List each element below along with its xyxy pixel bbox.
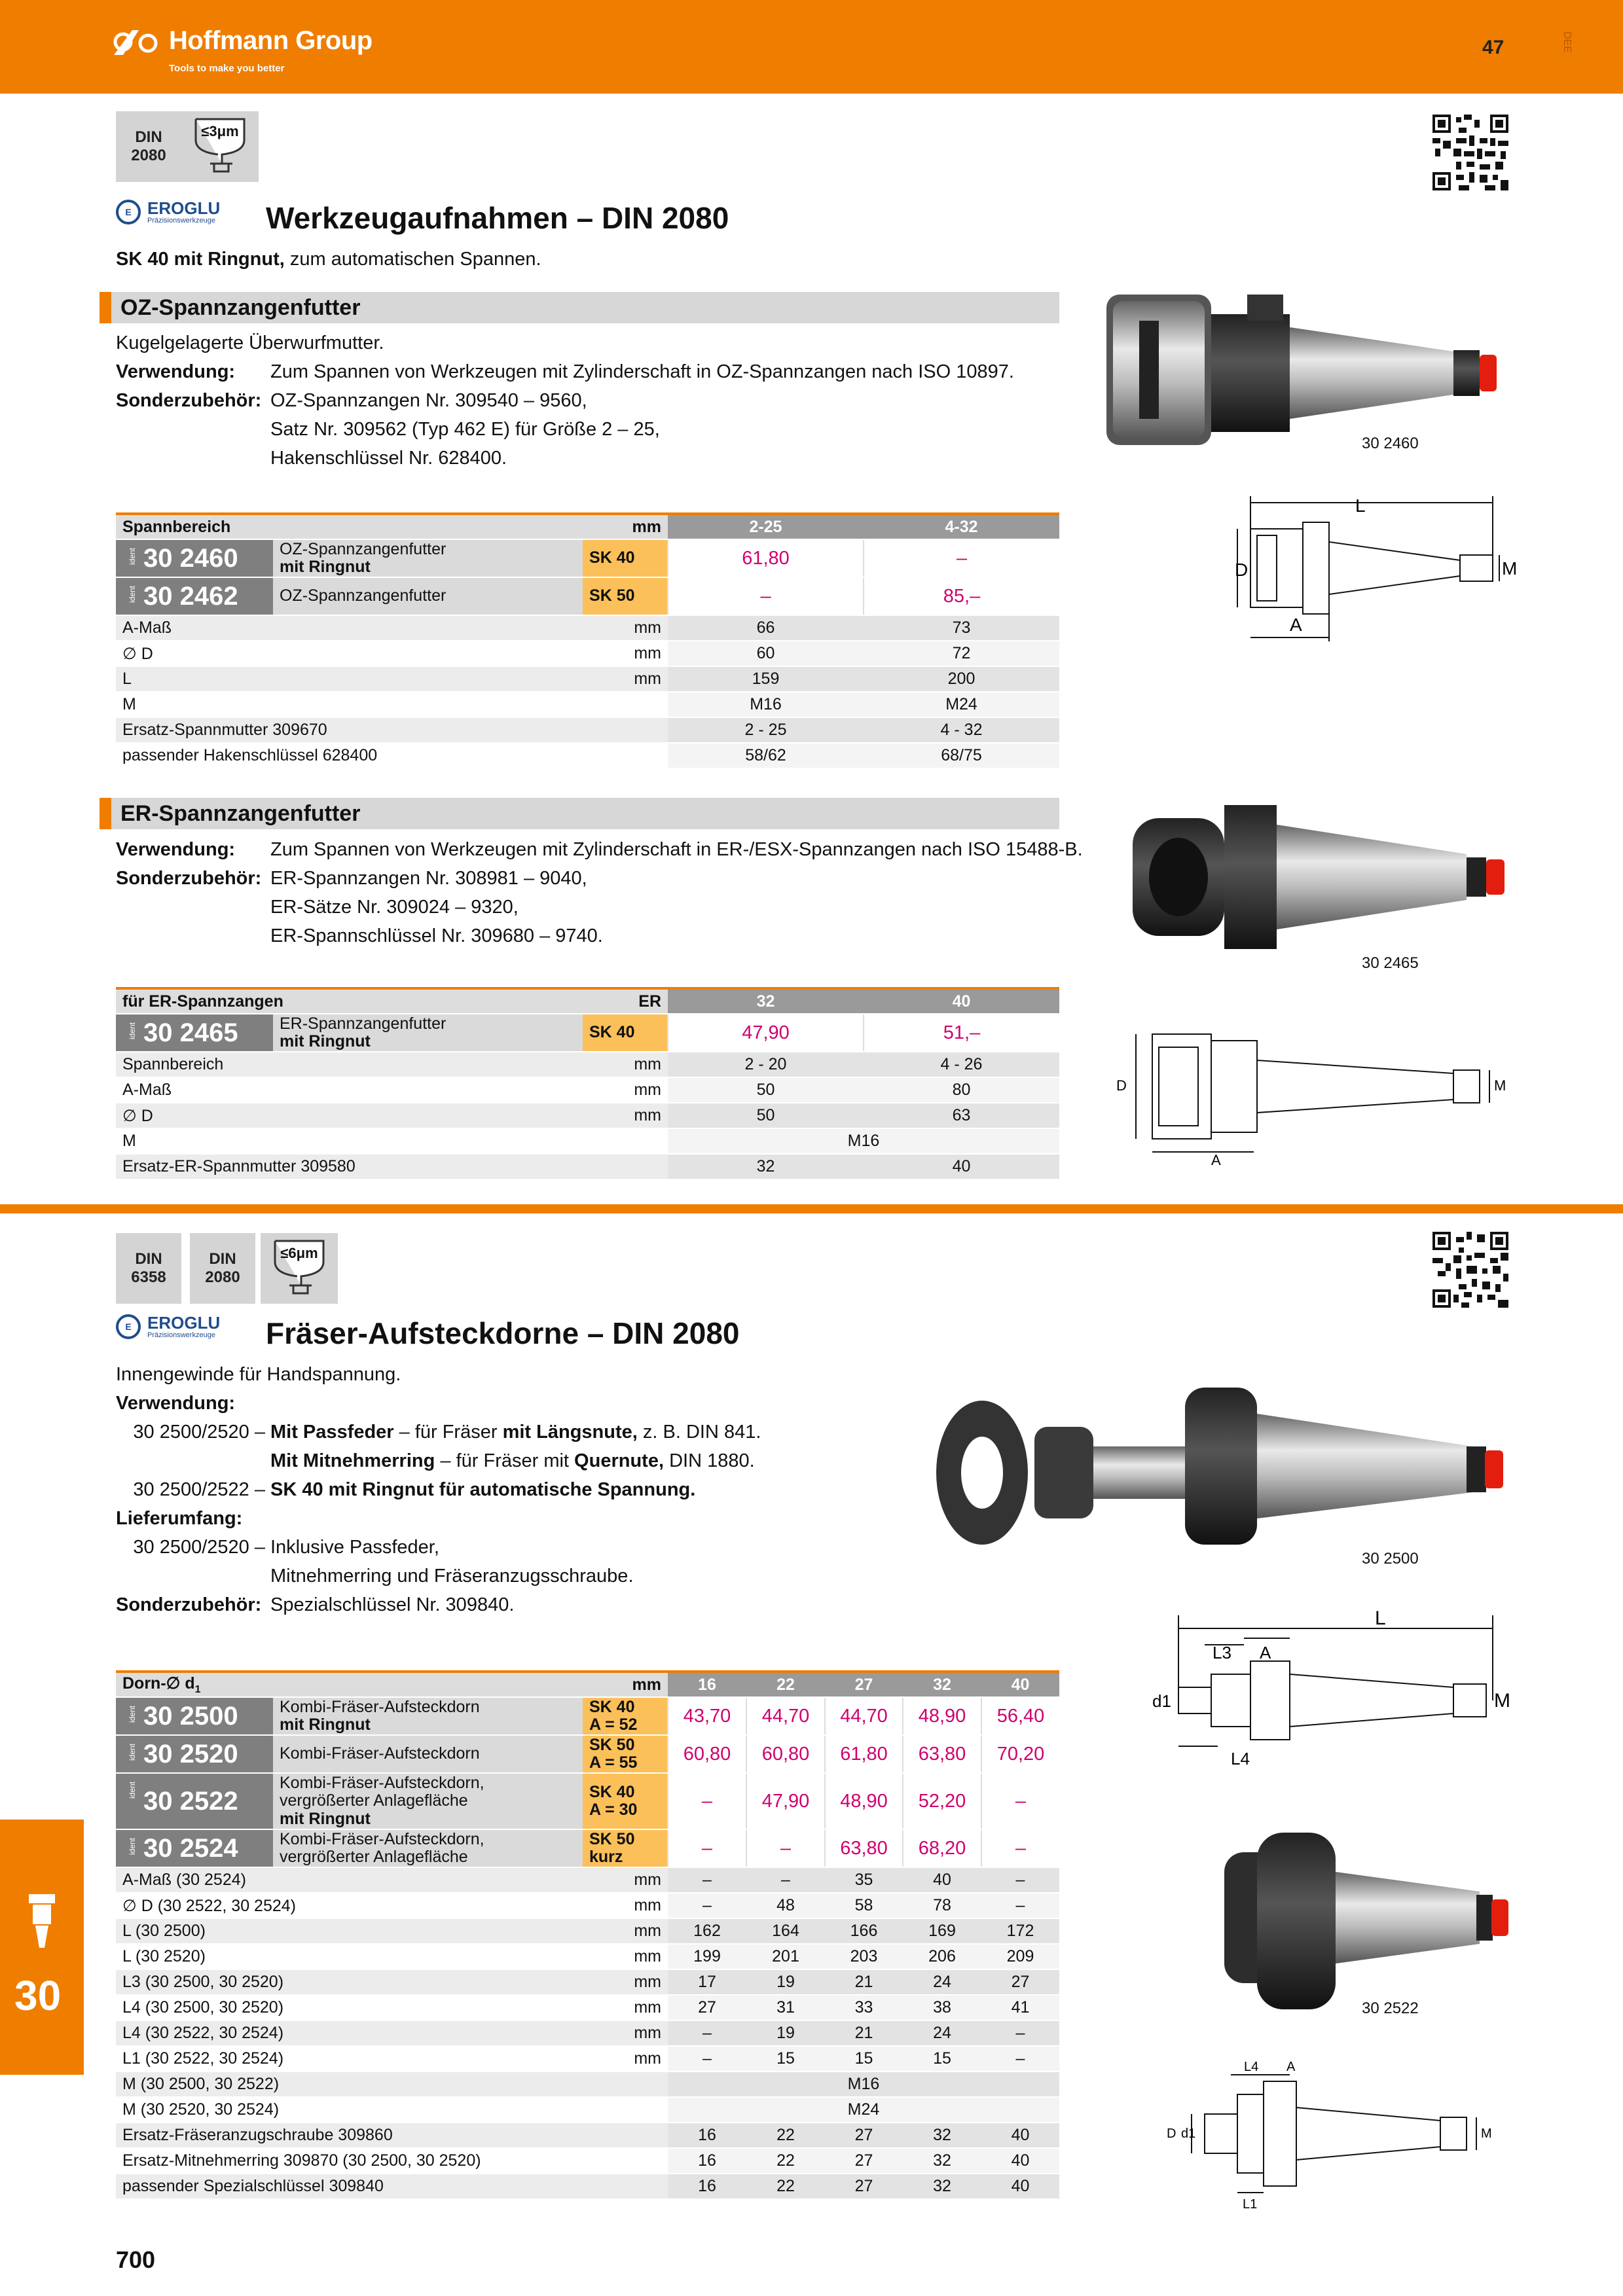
din-label: DIN xyxy=(135,128,162,147)
table-row: A-Maß (30 2524) mm – – 35 40 – xyxy=(116,1867,1059,1893)
col-header-size: 32 xyxy=(903,1672,981,1697)
sk-badge: SK 40 xyxy=(583,1014,668,1052)
product-image-302460 xyxy=(1100,288,1519,458)
article-number[interactable]: ident 30 2500 xyxy=(116,1697,273,1735)
table-row: Ersatz-Spannmutter 309670 2 - 25 4 - 32 xyxy=(116,717,1059,743)
eroglu-subtitle: Präzisionswerkzeuge xyxy=(147,217,215,224)
table-row: A-Maß mm 66 73 xyxy=(116,615,1059,641)
dimension-drawing-er xyxy=(1113,1008,1519,1178)
brand-tagline: Tools to make you better xyxy=(169,63,285,74)
table-row: M (30 2520, 30 2524) M24 xyxy=(116,2097,1059,2123)
dim-A: A xyxy=(1290,615,1302,635)
s2-text: mit Längsnute, xyxy=(502,1422,638,1443)
table-row: L3 (30 2500, 30 2520) mm 17 19 21 24 27 xyxy=(116,1969,1059,1995)
sk-badge: SK 50 kurz xyxy=(583,1829,668,1867)
price-cell: – xyxy=(864,539,1059,577)
s2-text: Mit Mitnehmerring xyxy=(270,1450,435,1471)
dimension-drawing-302500 xyxy=(1152,1602,1519,1772)
article-number[interactable]: ident 30 2520 xyxy=(116,1735,273,1773)
dim-D: D xyxy=(1167,2126,1176,2141)
sk-badge: SK 40 xyxy=(583,539,668,577)
dim-L4: L4 xyxy=(1231,1749,1250,1768)
subtitle-bold: SK 40 mit Ringnut, xyxy=(116,249,285,270)
price-cell: – xyxy=(668,577,864,615)
article-number[interactable]: ident 30 2465 xyxy=(116,1014,273,1052)
col-header-size: 32 xyxy=(668,988,864,1014)
dim-L: L xyxy=(1375,1607,1386,1629)
price-cell: – xyxy=(668,1773,746,1829)
image-caption-302522: 30 2522 xyxy=(1362,2000,1419,2017)
eroglu-name: EROGLU xyxy=(147,1313,221,1333)
col-header-unit: ER xyxy=(583,988,668,1014)
article-number[interactable]: ident 30 2462 xyxy=(116,577,273,615)
price-cell: – xyxy=(746,1829,825,1867)
price-cell: 63,80 xyxy=(903,1735,981,1773)
er-accessory-label: Sonderzubehör: xyxy=(116,868,262,889)
price-cell: 48,90 xyxy=(903,1697,981,1735)
table-row: M M16 xyxy=(116,1128,1059,1154)
dim-L3: L3 xyxy=(1213,1643,1231,1662)
col-header-size: 40 xyxy=(864,988,1059,1014)
brand-logo[interactable] xyxy=(113,25,373,74)
price-cell: 61,80 xyxy=(825,1735,903,1773)
price-cell: – xyxy=(981,1773,1059,1829)
product-image-302465 xyxy=(1126,792,1519,975)
image-caption-302500: 30 2500 xyxy=(1362,1550,1419,1568)
dimension-drawing-302522 xyxy=(1165,2055,1519,2212)
er-accessory-2: ER-Sätze Nr. 309024 – 9320, xyxy=(270,897,519,918)
price-cell: 48,90 xyxy=(825,1773,903,1829)
din-badge xyxy=(116,1233,181,1304)
din-label: DIN xyxy=(135,1250,162,1268)
product-image-302500 xyxy=(923,1374,1512,1558)
col-header-size: 16 xyxy=(668,1672,746,1697)
col-header-unit: mm xyxy=(583,514,668,539)
svg-text:≤6μm: ≤6μm xyxy=(280,1245,318,1261)
dim-L4: L4 xyxy=(1244,2060,1259,2074)
table-row: L1 (30 2522, 30 2524) mm – 15 15 15 – xyxy=(116,2046,1059,2072)
footer-page-number: 700 xyxy=(116,2246,156,2273)
table-row: Ersatz-ER-Spannmutter 309580 32 40 xyxy=(116,1154,1059,1179)
price-cell: 47,90 xyxy=(668,1014,864,1052)
s2-text: DIN 1880. xyxy=(664,1450,755,1471)
article-description: Kombi-Fräser-Aufsteckdorn, vergrößerter Anlagefläche mit Ringnut xyxy=(273,1773,583,1829)
oz-use-text: Zum Spannen von Werkzeugen mit Zylinderschaft in OZ-Spannzangen nach ISO 10897. xyxy=(270,361,1014,382)
dim-M: M xyxy=(1481,2126,1492,2141)
article-description: Kombi-Fräser-Aufsteckdorn, vergrößerter Anlagefläche xyxy=(273,1829,583,1867)
price-cell: 51,– xyxy=(864,1014,1059,1052)
s2-text: Mit Passfeder xyxy=(270,1422,394,1443)
hoffmann-logo-icon xyxy=(113,25,165,56)
svg-text:≤3μm: ≤3μm xyxy=(201,123,239,139)
section-heading-er: ER-Spannzangenfutter xyxy=(100,798,1059,829)
sk-badge: SK 40 A = 52 xyxy=(583,1697,668,1735)
price-cell: – xyxy=(668,1829,746,1867)
tolerance-badge xyxy=(261,1233,338,1304)
article-description: OZ-Spannzangenfutter xyxy=(273,577,583,615)
s2-text: – für Fräser mit xyxy=(435,1450,575,1471)
dim-A: A xyxy=(1211,1152,1221,1168)
dim-D: D xyxy=(1235,560,1249,580)
er-use-text: Zum Spannen von Werkzeugen mit Zylinderschaft in ER-/ESX-Spannzangen nach ISO 15488-B. xyxy=(270,839,1083,860)
din-label: DIN xyxy=(209,1250,236,1268)
page-title: Werkzeugaufnahmen – DIN 2080 xyxy=(266,201,729,235)
subtitle-text: zum automatischen Spannen. xyxy=(284,249,541,270)
price-cell: 68,20 xyxy=(903,1829,981,1867)
col-header-size: 27 xyxy=(825,1672,903,1697)
table-row: passender Spezialschlüssel 309840 16 22 27 32 40 xyxy=(116,2174,1059,2199)
oz-accessory-3: Hakenschlüssel Nr. 628400. xyxy=(270,448,507,469)
s2-text: z. B. DIN 841. xyxy=(637,1422,761,1443)
col-header-unit: mm xyxy=(583,1672,668,1697)
title-subline xyxy=(116,245,541,274)
dim-D: D xyxy=(1116,1077,1127,1094)
image-caption-302460: 30 2460 xyxy=(1362,435,1419,452)
price-cell: 44,70 xyxy=(746,1697,825,1735)
article-description: ER-Spannzangenfutter mit Ringnut xyxy=(273,1014,583,1052)
price-cell: 85,– xyxy=(864,577,1059,615)
table-row: L4 (30 2500, 30 2520) mm 27 31 33 38 41 xyxy=(116,1995,1059,2020)
table-row: L (30 2520) mm 199 201 203 206 209 xyxy=(116,1944,1059,1969)
table-row: ∅ D (30 2522, 30 2524) mm – 48 58 78 – xyxy=(116,1893,1059,1918)
s2-scope-label: Lieferumfang: xyxy=(116,1508,243,1529)
dimension-drawing-oz xyxy=(1224,490,1519,653)
qr-code-icon[interactable] xyxy=(1432,115,1508,190)
dim-L1: L1 xyxy=(1243,2197,1258,2212)
chapter-number: 30 xyxy=(14,1972,62,2019)
article-number[interactable]: ident 30 2524 xyxy=(116,1829,273,1867)
er-spec-table xyxy=(116,987,1059,1180)
col-header-size: 2-25 xyxy=(668,514,864,539)
price-cell: 63,80 xyxy=(825,1829,903,1867)
eroglu-name: EROGLU xyxy=(147,198,221,218)
oz-line1: Kugelgelagerte Überwurfmutter. xyxy=(116,332,384,353)
brand-name: Hoffmann Group xyxy=(169,26,373,55)
table-row: L4 (30 2522, 30 2524) mm – 19 21 24 – xyxy=(116,2020,1059,2046)
din-badge xyxy=(190,1233,255,1304)
s2-article-ref: 30 2500/2522 – xyxy=(133,1479,265,1500)
col-header-size: 22 xyxy=(746,1672,825,1697)
price-cell: 44,70 xyxy=(825,1697,903,1735)
din-badge xyxy=(116,111,181,182)
er-accessory-3: ER-Spannschlüssel Nr. 309680 – 9740. xyxy=(270,925,603,946)
runout-gauge-icon xyxy=(181,111,259,182)
article-description: Kombi-Fräser-Aufsteckdorn xyxy=(273,1735,583,1773)
language-code: DEE xyxy=(1561,31,1573,53)
dim-M: M xyxy=(1502,558,1518,579)
table-row: L mm 159 200 xyxy=(116,666,1059,692)
chapter-tab[interactable] xyxy=(0,1820,84,2075)
table-row: ∅ D mm 50 63 xyxy=(116,1103,1059,1128)
s2-text: – für Fräser xyxy=(393,1422,503,1443)
oz-accessory-label: Sonderzubehör: xyxy=(116,390,262,411)
eroglu-subtitle: Präzisionswerkzeuge xyxy=(147,1331,215,1339)
sk-badge: SK 50 A = 55 xyxy=(583,1735,668,1773)
page-title: Fräser-Aufsteckdorne – DIN 2080 xyxy=(266,1316,740,1350)
table-row: Spannbereich mm 2 - 20 4 - 26 xyxy=(116,1052,1059,1077)
table-row: M M16 M24 xyxy=(116,692,1059,717)
section-separator xyxy=(0,1204,1623,1213)
s2-article-ref: 30 2500/2520 – xyxy=(133,1537,265,1558)
article-number[interactable]: ident 30 2460 xyxy=(116,539,273,577)
s2-article-ref: 30 2500/2520 – xyxy=(133,1422,265,1443)
table-row: Ersatz-Mitnehmerring 309870 (30 2500, 30 2520) 16 22 27 32 40 xyxy=(116,2148,1059,2174)
price-cell: 43,70 xyxy=(668,1697,746,1735)
er-description xyxy=(116,835,1085,950)
oz-accessory-2: Satz Nr. 309562 (Typ 462 E) für Größe 2 – 25, xyxy=(270,419,660,440)
qr-code-icon[interactable] xyxy=(1432,1232,1508,1308)
s2-accessory-text: Spezialschlüssel Nr. 309840. xyxy=(270,1594,515,1615)
table-row: Ersatz-Fräseranzugschraube 309860 16 22 27 32 40 xyxy=(116,2123,1059,2148)
oz-description xyxy=(116,329,1065,473)
section2-description xyxy=(116,1360,1046,1619)
s2-line1: Innengewinde für Handspannung. xyxy=(116,1364,401,1385)
table-row: passender Hakenschlüssel 628400 58/62 68/75 xyxy=(116,743,1059,768)
sk-badge: SK 40 A = 30 xyxy=(583,1773,668,1829)
eroglu-brand xyxy=(116,200,220,224)
dim-L: L xyxy=(1355,495,1366,516)
section-heading-oz: OZ-Spannzangenfutter xyxy=(100,292,1059,323)
price-cell: 61,80 xyxy=(668,539,864,577)
price-cell: 60,80 xyxy=(668,1735,746,1773)
table-row: A-Maß mm 50 80 xyxy=(116,1077,1059,1103)
din-number: 6358 xyxy=(131,1268,166,1286)
oz-accessory-1: OZ-Spannzangen Nr. 309540 – 9560, xyxy=(270,390,587,411)
price-cell: 47,90 xyxy=(746,1773,825,1829)
oz-spec-table xyxy=(116,512,1059,769)
article-number[interactable]: ident 30 2522 xyxy=(116,1773,273,1829)
product-image-302522 xyxy=(1218,1826,1519,2022)
price-cell: 60,80 xyxy=(746,1735,825,1773)
eroglu-logo-icon: E xyxy=(116,1314,141,1339)
sk-badge: SK 50 xyxy=(583,577,668,615)
dim-M: M xyxy=(1494,1690,1510,1712)
price-cell: 70,20 xyxy=(981,1735,1059,1773)
article-description: Kombi-Fräser-Aufsteckdorn mit Ringnut xyxy=(273,1697,583,1735)
image-caption-302465: 30 2465 xyxy=(1362,954,1419,972)
dim-A: A xyxy=(1286,2060,1296,2074)
eroglu-logo-icon: E xyxy=(116,200,141,224)
oz-use-label: Verwendung: xyxy=(116,361,236,382)
col-header-label: Spannbereich xyxy=(116,514,583,539)
er-accessory-1: ER-Spannzangen Nr. 308981 – 9040, xyxy=(270,868,587,889)
arbor-spec-table xyxy=(116,1670,1059,2200)
tolerance-badge xyxy=(181,111,259,182)
eroglu-brand xyxy=(116,1314,220,1339)
tool-holder-icon xyxy=(22,1892,62,1950)
runout-gauge-icon xyxy=(261,1233,338,1304)
col-header-size: 4-32 xyxy=(864,514,1059,539)
table-row: M (30 2500, 30 2522) M16 xyxy=(116,2072,1059,2097)
price-cell: 52,20 xyxy=(903,1773,981,1829)
dim-d1: d1 xyxy=(1181,2126,1196,2141)
er-use-label: Verwendung: xyxy=(116,839,236,860)
din-number: 2080 xyxy=(131,147,166,164)
article-description: OZ-Spannzangenfutter mit Ringnut xyxy=(273,539,583,577)
s2-accessory-label: Sonderzubehör: xyxy=(116,1594,262,1615)
table-row: L (30 2500) mm 162 164 166 169 172 xyxy=(116,1918,1059,1944)
s2-text: Mitnehmerring und Fräseranzugsschraube. xyxy=(270,1566,634,1587)
s2-text: Inklusive Passfeder, xyxy=(270,1537,439,1558)
col-header-label: Dorn-∅ $d_1$ xyxy=(116,1672,583,1697)
s2-text: SK 40 mit Ringnut für automatische Spannung. xyxy=(270,1479,696,1500)
dim-M: M xyxy=(1494,1077,1506,1094)
din-number: 2080 xyxy=(205,1268,240,1286)
s2-text: Quernute, xyxy=(574,1450,665,1471)
s2-use-label: Verwendung: xyxy=(116,1393,236,1414)
price-cell: – xyxy=(981,1829,1059,1867)
dim-A: A xyxy=(1260,1643,1271,1662)
dim-d1: d1 xyxy=(1152,1691,1171,1711)
table-row: ∅ D mm 60 72 xyxy=(116,641,1059,666)
price-cell: 56,40 xyxy=(981,1697,1059,1735)
header-page-number: 47 xyxy=(1482,37,1504,58)
col-header-size: 40 xyxy=(981,1672,1059,1697)
col-header-label: für ER-Spannzangen xyxy=(116,988,583,1014)
